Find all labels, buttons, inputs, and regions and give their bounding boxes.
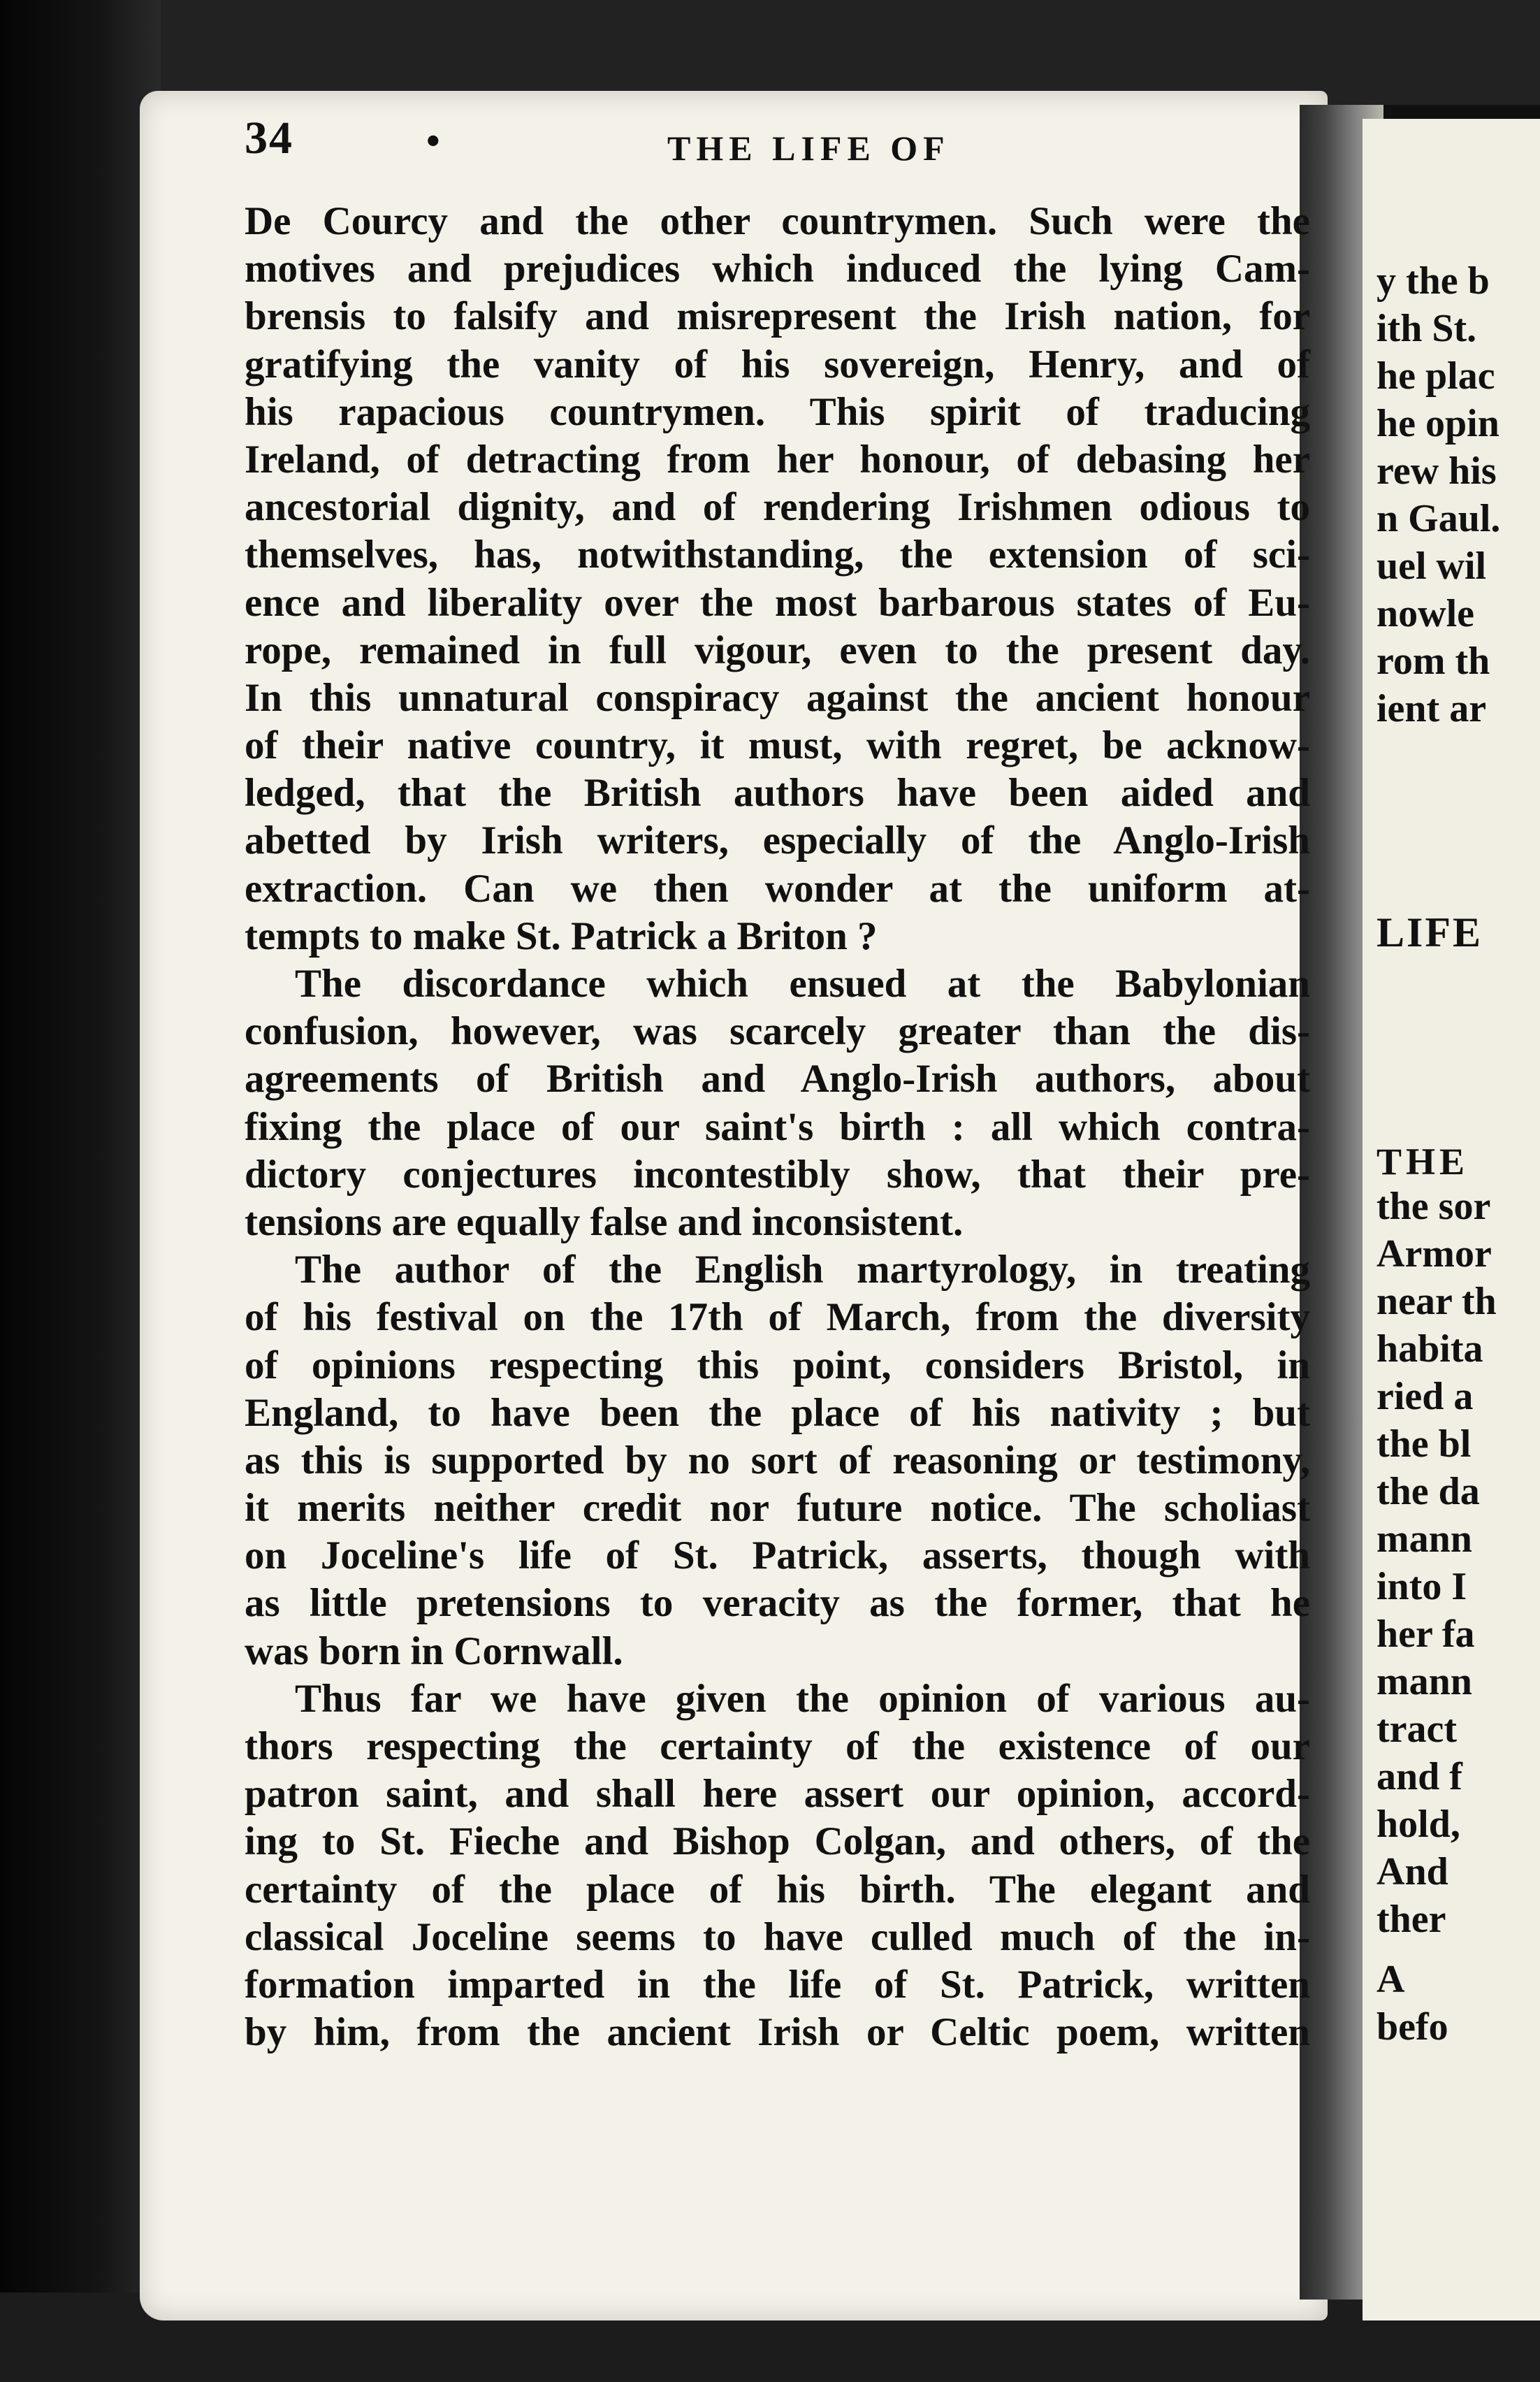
text-line: gratifying the vanity of his sovereign, Henry, and of bbox=[245, 342, 1310, 387]
scan-background-top bbox=[0, 0, 1540, 105]
facing-fragment: and f bbox=[1376, 1755, 1462, 1798]
facing-fragment: ith St. bbox=[1376, 307, 1477, 350]
text-line: In this unnatural conspiracy against the ancient honour bbox=[245, 675, 1310, 720]
text-line: of his festival on the 17th of March, from the diversity bbox=[245, 1295, 1310, 1340]
text-line: ing to St. Fieche and Bishop Colgan, and others, of the bbox=[245, 1819, 1310, 1864]
facing-fragment: Armor bbox=[1376, 1232, 1492, 1276]
facing-fragment: n Gaul. bbox=[1376, 497, 1501, 540]
text-line: certainty of the place of his birth. The elegant and bbox=[245, 1867, 1310, 1912]
text-line: themselves, has, notwithstanding, the extension of sci- bbox=[245, 533, 1310, 577]
facing-fragment: And bbox=[1376, 1850, 1448, 1893]
facing-fragment: mann bbox=[1376, 1517, 1472, 1561]
facing-fragment: hold, bbox=[1376, 1803, 1460, 1846]
text-line: of their native country, it must, with regret, be acknow- bbox=[245, 723, 1310, 768]
facing-fragment: befo bbox=[1376, 2005, 1448, 2049]
text-line: dictory conjectures incontestibly show, that their pre- bbox=[245, 1152, 1310, 1197]
page-number: 34 bbox=[245, 113, 293, 164]
facing-fragment: tract bbox=[1376, 1708, 1458, 1751]
facing-fragment: y the b bbox=[1376, 259, 1490, 303]
text-line: fixing the place of our saint's birth : all which contra- bbox=[245, 1104, 1310, 1149]
text-line: agreements of British and Anglo-Irish authors, about bbox=[245, 1057, 1310, 1102]
text-line: De Courcy and the other countrymen. Such were the bbox=[245, 199, 1310, 243]
right-page-partial bbox=[1363, 119, 1540, 2320]
facing-fragment: A bbox=[1376, 1958, 1405, 2001]
body-text bbox=[245, 198, 1310, 2056]
text-line: as this is supported by no sort of reasoning or testimony, bbox=[245, 1438, 1310, 1482]
facing-fragment: ther bbox=[1376, 1898, 1446, 1941]
text-line: The author of the English martyrology, in treating bbox=[295, 1248, 1310, 1292]
text-line: of opinions respecting this point, considers Bristol, in bbox=[245, 1343, 1310, 1387]
facing-fragment: near th bbox=[1376, 1280, 1497, 1323]
text-line: it merits neither credit nor future notice. The scholiast bbox=[245, 1486, 1310, 1531]
facing-fragment: the sor bbox=[1376, 1185, 1491, 1228]
scan-background-left bbox=[0, 0, 161, 2382]
text-line: patron saint, and shall here assert our opinion, accord- bbox=[245, 1772, 1310, 1817]
text-line: Thus far we have given the opinion of various au- bbox=[295, 1676, 1310, 1721]
facing-heading: LIFE bbox=[1376, 909, 1483, 955]
text-line: thors respecting the certainty of the existence of our bbox=[245, 1724, 1310, 1768]
text-line: ence and liberality over the most barbarous states of Eu- bbox=[245, 580, 1310, 625]
text-line: ledged, that the British authors have been aided and bbox=[245, 771, 1310, 816]
text-line: extraction. Can we then wonder at the uniform at- bbox=[245, 866, 1310, 911]
facing-fragment: the da bbox=[1376, 1470, 1480, 1513]
facing-fragment: habita bbox=[1376, 1327, 1483, 1371]
header-ornament: • bbox=[426, 120, 440, 163]
text-line: England, to have been the place of his nativity ; but bbox=[245, 1390, 1310, 1435]
text-line: as little pretensions to veracity as the former, that he bbox=[245, 1581, 1310, 1626]
facing-fragment: ient ar bbox=[1376, 687, 1487, 730]
text-line: rope, remained in full vigour, even to the present day. bbox=[245, 628, 1310, 672]
facing-fragment: he plac bbox=[1376, 354, 1495, 398]
text-line: his rapacious countrymen. This spirit of traducing bbox=[245, 389, 1310, 434]
facing-fragment: uel wil bbox=[1376, 544, 1487, 588]
text-line: The discordance which ensued at the Babylonian bbox=[295, 962, 1310, 1006]
text-line: abetted by Irish writers, especially of the Anglo-Irish bbox=[245, 818, 1310, 863]
facing-fragment: her fa bbox=[1376, 1612, 1475, 1656]
facing-fragment: THE bbox=[1376, 1141, 1469, 1183]
facing-fragment: he opin bbox=[1376, 402, 1499, 445]
text-line: ancestorial dignity, and of rendering Irishmen odious to bbox=[245, 485, 1310, 530]
facing-fragment: into I bbox=[1376, 1565, 1467, 1608]
text-line: on Joceline's life of St. Patrick, asserts, though with bbox=[245, 1533, 1310, 1578]
facing-fragment: ried a bbox=[1376, 1375, 1474, 1418]
text-line: formation imparted in the life of St. Patrick, written bbox=[245, 1962, 1310, 2007]
facing-fragment: mann bbox=[1376, 1660, 1472, 1703]
text-line: confusion, however, was scarcely greater than the dis- bbox=[245, 1009, 1310, 1054]
text-line: was born in Cornwall. bbox=[245, 1629, 623, 1673]
facing-fragment: nowle bbox=[1376, 592, 1474, 635]
facing-fragment: rom th bbox=[1376, 640, 1490, 683]
facing-fragment: rew his bbox=[1376, 449, 1497, 493]
text-line: classical Joceline seems to have culled much of the in- bbox=[245, 1914, 1310, 1959]
text-line: brensis to falsify and misrepresent the Irish nation, for bbox=[245, 294, 1310, 339]
facing-fragment: the bl bbox=[1376, 1422, 1472, 1466]
text-line: tempts to make St. Patrick a Briton ? bbox=[245, 914, 878, 958]
text-line: Ireland, of detracting from her honour, of debasing her bbox=[245, 437, 1310, 482]
running-head: THE LIFE OF bbox=[667, 129, 950, 168]
text-line: by him, from the ancient Irish or Celtic poem, written bbox=[245, 2010, 1310, 2055]
text-line: tensions are equally false and inconsistent. bbox=[245, 1199, 964, 1244]
text-line: motives and prejudices which induced the lying Cam- bbox=[245, 247, 1310, 291]
